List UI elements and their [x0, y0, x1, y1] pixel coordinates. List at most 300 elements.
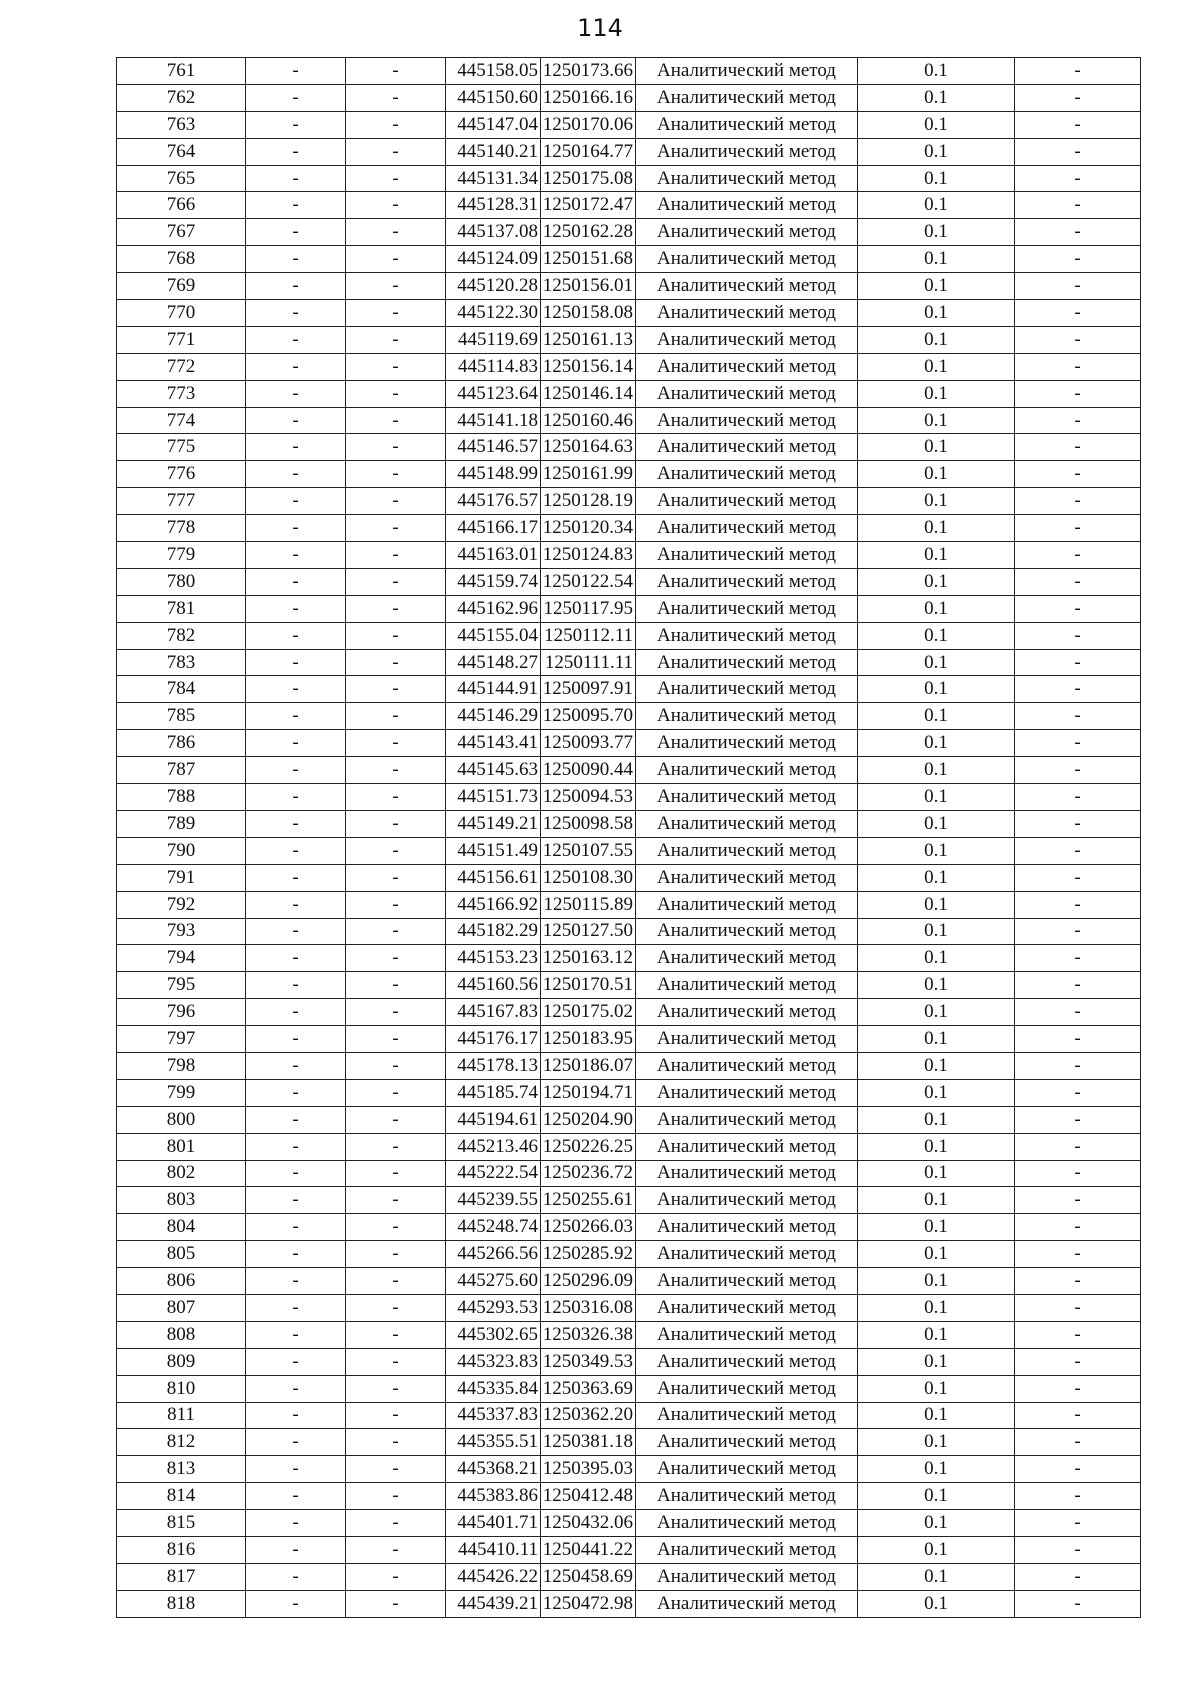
x-coordinate-cell: 445119.69	[446, 326, 541, 353]
x-coordinate-cell: 445368.21	[446, 1456, 541, 1483]
empty-cell: -	[246, 353, 346, 380]
table-row	[117, 784, 1141, 811]
x-coordinate-cell: 445248.74	[446, 1214, 541, 1241]
empty-cell: -	[1015, 58, 1141, 85]
x-coordinate-cell: 445128.31	[446, 192, 541, 219]
empty-cell: -	[246, 1052, 346, 1079]
y-coordinate-cell: 1250381.18	[541, 1429, 636, 1456]
y-coordinate-cell: 1250316.08	[541, 1294, 636, 1321]
empty-cell: -	[1015, 784, 1141, 811]
x-coordinate-cell: 445166.17	[446, 515, 541, 542]
table-row	[117, 461, 1141, 488]
method-cell: Аналитический метод	[636, 542, 858, 569]
point-number-cell: 804	[117, 1214, 246, 1241]
table-row	[117, 1510, 1141, 1537]
x-coordinate-cell: 445158.05	[446, 58, 541, 85]
point-number-cell: 801	[117, 1133, 246, 1160]
table-row	[117, 111, 1141, 138]
method-cell: Аналитический метод	[636, 1321, 858, 1348]
accuracy-cell: 0.1	[858, 918, 1015, 945]
method-cell: Аналитический метод	[636, 515, 858, 542]
x-coordinate-cell: 445131.34	[446, 165, 541, 192]
point-number-cell: 793	[117, 918, 246, 945]
table-row	[117, 649, 1141, 676]
method-cell: Аналитический метод	[636, 84, 858, 111]
table-row	[117, 918, 1141, 945]
accuracy-cell: 0.1	[858, 1483, 1015, 1510]
method-cell: Аналитический метод	[636, 326, 858, 353]
empty-cell: -	[1015, 703, 1141, 730]
table-row	[117, 891, 1141, 918]
empty-cell: -	[346, 1536, 446, 1563]
table-row	[117, 219, 1141, 246]
table-row	[117, 945, 1141, 972]
table-row	[117, 1268, 1141, 1295]
point-number-cell: 809	[117, 1348, 246, 1375]
method-cell: Аналитический метод	[636, 1563, 858, 1590]
x-coordinate-cell: 445293.53	[446, 1294, 541, 1321]
table-row	[117, 1348, 1141, 1375]
method-cell: Аналитический метод	[636, 730, 858, 757]
point-number-cell: 813	[117, 1456, 246, 1483]
x-coordinate-cell: 445323.83	[446, 1348, 541, 1375]
x-coordinate-cell: 445337.83	[446, 1402, 541, 1429]
empty-cell: -	[1015, 515, 1141, 542]
empty-cell: -	[346, 622, 446, 649]
point-number-cell: 773	[117, 380, 246, 407]
method-cell: Аналитический метод	[636, 434, 858, 461]
y-coordinate-cell: 1250266.03	[541, 1214, 636, 1241]
x-coordinate-cell: 445120.28	[446, 273, 541, 300]
x-coordinate-cell: 445148.99	[446, 461, 541, 488]
point-number-cell: 808	[117, 1321, 246, 1348]
y-coordinate-cell: 1250395.03	[541, 1456, 636, 1483]
empty-cell: -	[346, 488, 446, 515]
method-cell: Аналитический метод	[636, 945, 858, 972]
x-coordinate-cell: 445151.49	[446, 837, 541, 864]
empty-cell: -	[246, 622, 346, 649]
method-cell: Аналитический метод	[636, 1133, 858, 1160]
method-cell: Аналитический метод	[636, 1510, 858, 1537]
empty-cell: -	[246, 542, 346, 569]
method-cell: Аналитический метод	[636, 461, 858, 488]
empty-cell: -	[246, 273, 346, 300]
accuracy-cell: 0.1	[858, 1590, 1015, 1617]
y-coordinate-cell: 1250107.55	[541, 837, 636, 864]
table-row	[117, 326, 1141, 353]
y-coordinate-cell: 1250173.66	[541, 58, 636, 85]
method-cell: Аналитический метод	[636, 138, 858, 165]
method-cell: Аналитический метод	[636, 1483, 858, 1510]
accuracy-cell: 0.1	[858, 810, 1015, 837]
point-number-cell: 812	[117, 1429, 246, 1456]
y-coordinate-cell: 1250156.01	[541, 273, 636, 300]
x-coordinate-cell: 445176.17	[446, 1026, 541, 1053]
table-row	[117, 595, 1141, 622]
point-number-cell: 811	[117, 1402, 246, 1429]
empty-cell: -	[346, 703, 446, 730]
empty-cell: -	[246, 1321, 346, 1348]
table-row	[117, 84, 1141, 111]
method-cell: Аналитический метод	[636, 1214, 858, 1241]
x-coordinate-cell: 445383.86	[446, 1483, 541, 1510]
empty-cell: -	[1015, 1563, 1141, 1590]
accuracy-cell: 0.1	[858, 434, 1015, 461]
empty-cell: -	[346, 1294, 446, 1321]
empty-cell: -	[1015, 84, 1141, 111]
empty-cell: -	[1015, 1187, 1141, 1214]
accuracy-cell: 0.1	[858, 488, 1015, 515]
empty-cell: -	[1015, 730, 1141, 757]
empty-cell: -	[1015, 542, 1141, 569]
empty-cell: -	[246, 810, 346, 837]
method-cell: Аналитический метод	[636, 58, 858, 85]
accuracy-cell: 0.1	[858, 595, 1015, 622]
y-coordinate-cell: 1250124.83	[541, 542, 636, 569]
empty-cell: -	[246, 300, 346, 327]
method-cell: Аналитический метод	[636, 918, 858, 945]
accuracy-cell: 0.1	[858, 568, 1015, 595]
empty-cell: -	[346, 273, 446, 300]
empty-cell: -	[346, 407, 446, 434]
accuracy-cell: 0.1	[858, 111, 1015, 138]
y-coordinate-cell: 1250112.11	[541, 622, 636, 649]
point-number-cell: 772	[117, 353, 246, 380]
accuracy-cell: 0.1	[858, 165, 1015, 192]
empty-cell: -	[246, 676, 346, 703]
point-number-cell: 791	[117, 864, 246, 891]
empty-cell: -	[346, 784, 446, 811]
method-cell: Аналитический метод	[636, 488, 858, 515]
point-number-cell: 771	[117, 326, 246, 353]
empty-cell: -	[1015, 192, 1141, 219]
point-number-cell: 787	[117, 757, 246, 784]
accuracy-cell: 0.1	[858, 407, 1015, 434]
point-number-cell: 767	[117, 219, 246, 246]
empty-cell: -	[1015, 326, 1141, 353]
empty-cell: -	[1015, 676, 1141, 703]
empty-cell: -	[246, 461, 346, 488]
empty-cell: -	[246, 58, 346, 85]
y-coordinate-cell: 1250108.30	[541, 864, 636, 891]
empty-cell: -	[346, 649, 446, 676]
empty-cell: -	[246, 649, 346, 676]
method-cell: Аналитический метод	[636, 999, 858, 1026]
method-cell: Аналитический метод	[636, 703, 858, 730]
accuracy-cell: 0.1	[858, 999, 1015, 1026]
empty-cell: -	[346, 1026, 446, 1053]
point-number-cell: 766	[117, 192, 246, 219]
accuracy-cell: 0.1	[858, 273, 1015, 300]
empty-cell: -	[1015, 1483, 1141, 1510]
y-coordinate-cell: 1250412.48	[541, 1483, 636, 1510]
method-cell: Аналитический метод	[636, 246, 858, 273]
accuracy-cell: 0.1	[858, 891, 1015, 918]
empty-cell: -	[1015, 1348, 1141, 1375]
y-coordinate-cell: 1250120.34	[541, 515, 636, 542]
method-cell: Аналитический метод	[636, 1160, 858, 1187]
y-coordinate-cell: 1250090.44	[541, 757, 636, 784]
method-cell: Аналитический метод	[636, 837, 858, 864]
y-coordinate-cell: 1250226.25	[541, 1133, 636, 1160]
point-number-cell: 798	[117, 1052, 246, 1079]
method-cell: Аналитический метод	[636, 1402, 858, 1429]
empty-cell: -	[246, 757, 346, 784]
table-row	[117, 972, 1141, 999]
table-row	[117, 246, 1141, 273]
y-coordinate-cell: 1250472.98	[541, 1590, 636, 1617]
table-row	[117, 703, 1141, 730]
y-coordinate-cell: 1250362.20	[541, 1402, 636, 1429]
y-coordinate-cell: 1250151.68	[541, 246, 636, 273]
table-row	[117, 1187, 1141, 1214]
point-number-cell: 817	[117, 1563, 246, 1590]
empty-cell: -	[246, 1348, 346, 1375]
empty-cell: -	[1015, 864, 1141, 891]
empty-cell: -	[246, 111, 346, 138]
method-cell: Аналитический метод	[636, 784, 858, 811]
empty-cell: -	[246, 1590, 346, 1617]
table-row	[117, 676, 1141, 703]
empty-cell: -	[1015, 649, 1141, 676]
empty-cell: -	[346, 1052, 446, 1079]
empty-cell: -	[346, 1268, 446, 1295]
x-coordinate-cell: 445144.91	[446, 676, 541, 703]
empty-cell: -	[346, 434, 446, 461]
x-coordinate-cell: 445213.46	[446, 1133, 541, 1160]
method-cell: Аналитический метод	[636, 407, 858, 434]
x-coordinate-cell: 445426.22	[446, 1563, 541, 1590]
empty-cell: -	[1015, 1160, 1141, 1187]
empty-cell: -	[246, 138, 346, 165]
method-cell: Аналитический метод	[636, 380, 858, 407]
empty-cell: -	[246, 1456, 346, 1483]
empty-cell: -	[346, 1590, 446, 1617]
y-coordinate-cell: 1250236.72	[541, 1160, 636, 1187]
empty-cell: -	[1015, 595, 1141, 622]
empty-cell: -	[246, 1026, 346, 1053]
empty-cell: -	[346, 58, 446, 85]
empty-cell: -	[1015, 1536, 1141, 1563]
empty-cell: -	[246, 972, 346, 999]
empty-cell: -	[346, 353, 446, 380]
x-coordinate-cell: 445114.83	[446, 353, 541, 380]
empty-cell: -	[246, 1563, 346, 1590]
point-number-cell: 794	[117, 945, 246, 972]
accuracy-cell: 0.1	[858, 1106, 1015, 1133]
table-row	[117, 273, 1141, 300]
point-number-cell: 795	[117, 972, 246, 999]
empty-cell: -	[346, 300, 446, 327]
table-row	[117, 1429, 1141, 1456]
accuracy-cell: 0.1	[858, 730, 1015, 757]
empty-cell: -	[346, 972, 446, 999]
y-coordinate-cell: 1250095.70	[541, 703, 636, 730]
accuracy-cell: 0.1	[858, 1402, 1015, 1429]
empty-cell: -	[246, 837, 346, 864]
empty-cell: -	[1015, 380, 1141, 407]
method-cell: Аналитический метод	[636, 972, 858, 999]
method-cell: Аналитический метод	[636, 891, 858, 918]
x-coordinate-cell: 445146.57	[446, 434, 541, 461]
empty-cell: -	[346, 837, 446, 864]
accuracy-cell: 0.1	[858, 515, 1015, 542]
empty-cell: -	[346, 1402, 446, 1429]
y-coordinate-cell: 1250122.54	[541, 568, 636, 595]
empty-cell: -	[346, 515, 446, 542]
method-cell: Аналитический метод	[636, 1079, 858, 1106]
empty-cell: -	[346, 1214, 446, 1241]
empty-cell: -	[246, 1079, 346, 1106]
empty-cell: -	[246, 434, 346, 461]
table-row	[117, 192, 1141, 219]
table-row	[117, 1241, 1141, 1268]
x-coordinate-cell: 445150.60	[446, 84, 541, 111]
empty-cell: -	[246, 730, 346, 757]
coordinates-table	[116, 57, 1141, 1618]
empty-cell: -	[1015, 568, 1141, 595]
accuracy-cell: 0.1	[858, 649, 1015, 676]
empty-cell: -	[346, 757, 446, 784]
accuracy-cell: 0.1	[858, 138, 1015, 165]
method-cell: Аналитический метод	[636, 595, 858, 622]
empty-cell: -	[246, 1241, 346, 1268]
y-coordinate-cell: 1250127.50	[541, 918, 636, 945]
method-cell: Аналитический метод	[636, 111, 858, 138]
empty-cell: -	[1015, 1052, 1141, 1079]
accuracy-cell: 0.1	[858, 945, 1015, 972]
x-coordinate-cell: 445124.09	[446, 246, 541, 273]
x-coordinate-cell: 445123.64	[446, 380, 541, 407]
table-row	[117, 999, 1141, 1026]
empty-cell: -	[1015, 1294, 1141, 1321]
empty-cell: -	[1015, 138, 1141, 165]
y-coordinate-cell: 1250363.69	[541, 1375, 636, 1402]
empty-cell: -	[246, 326, 346, 353]
empty-cell: -	[246, 945, 346, 972]
x-coordinate-cell: 445335.84	[446, 1375, 541, 1402]
accuracy-cell: 0.1	[858, 757, 1015, 784]
empty-cell: -	[246, 891, 346, 918]
empty-cell: -	[246, 407, 346, 434]
accuracy-cell: 0.1	[858, 1348, 1015, 1375]
empty-cell: -	[246, 1375, 346, 1402]
table-row	[117, 138, 1141, 165]
x-coordinate-cell: 445163.01	[446, 542, 541, 569]
empty-cell: -	[346, 1241, 446, 1268]
accuracy-cell: 0.1	[858, 1160, 1015, 1187]
point-number-cell: 776	[117, 461, 246, 488]
x-coordinate-cell: 445153.23	[446, 945, 541, 972]
empty-cell: -	[246, 1429, 346, 1456]
empty-cell: -	[1015, 1375, 1141, 1402]
point-number-cell: 803	[117, 1187, 246, 1214]
accuracy-cell: 0.1	[858, 1026, 1015, 1053]
accuracy-cell: 0.1	[858, 972, 1015, 999]
x-coordinate-cell: 445355.51	[446, 1429, 541, 1456]
x-coordinate-cell: 445178.13	[446, 1052, 541, 1079]
x-coordinate-cell: 445167.83	[446, 999, 541, 1026]
point-number-cell: 781	[117, 595, 246, 622]
x-coordinate-cell: 445149.21	[446, 810, 541, 837]
empty-cell: -	[246, 784, 346, 811]
point-number-cell: 800	[117, 1106, 246, 1133]
y-coordinate-cell: 1250194.71	[541, 1079, 636, 1106]
empty-cell: -	[1015, 810, 1141, 837]
method-cell: Аналитический метод	[636, 1106, 858, 1133]
empty-cell: -	[1015, 1026, 1141, 1053]
empty-cell: -	[346, 1160, 446, 1187]
y-coordinate-cell: 1250097.91	[541, 676, 636, 703]
point-number-cell: 814	[117, 1483, 246, 1510]
table-row	[117, 837, 1141, 864]
y-coordinate-cell: 1250170.51	[541, 972, 636, 999]
table-row	[117, 730, 1141, 757]
point-number-cell: 816	[117, 1536, 246, 1563]
empty-cell: -	[346, 138, 446, 165]
accuracy-cell: 0.1	[858, 703, 1015, 730]
method-cell: Аналитический метод	[636, 1294, 858, 1321]
table-row	[117, 542, 1141, 569]
empty-cell: -	[246, 918, 346, 945]
table-row	[117, 58, 1141, 85]
table-row	[117, 1483, 1141, 1510]
table-row	[117, 407, 1141, 434]
accuracy-cell: 0.1	[858, 380, 1015, 407]
y-coordinate-cell: 1250115.89	[541, 891, 636, 918]
method-cell: Аналитический метод	[636, 1348, 858, 1375]
empty-cell: -	[246, 1510, 346, 1537]
empty-cell: -	[1015, 999, 1141, 1026]
point-number-cell: 797	[117, 1026, 246, 1053]
point-number-cell: 763	[117, 111, 246, 138]
empty-cell: -	[246, 1536, 346, 1563]
empty-cell: -	[1015, 1133, 1141, 1160]
empty-cell: -	[346, 1429, 446, 1456]
empty-cell: -	[1015, 434, 1141, 461]
method-cell: Аналитический метод	[636, 1026, 858, 1053]
empty-cell: -	[346, 730, 446, 757]
table-row	[117, 488, 1141, 515]
accuracy-cell: 0.1	[858, 542, 1015, 569]
empty-cell: -	[1015, 1321, 1141, 1348]
table-row	[117, 1563, 1141, 1590]
table-row	[117, 353, 1141, 380]
empty-cell: -	[1015, 407, 1141, 434]
empty-cell: -	[246, 1402, 346, 1429]
x-coordinate-cell: 445239.55	[446, 1187, 541, 1214]
y-coordinate-cell: 1250183.95	[541, 1026, 636, 1053]
empty-cell: -	[246, 1187, 346, 1214]
y-coordinate-cell: 1250170.06	[541, 111, 636, 138]
point-number-cell: 786	[117, 730, 246, 757]
point-number-cell: 815	[117, 1510, 246, 1537]
method-cell: Аналитический метод	[636, 1052, 858, 1079]
empty-cell: -	[346, 999, 446, 1026]
empty-cell: -	[346, 192, 446, 219]
point-number-cell: 777	[117, 488, 246, 515]
method-cell: Аналитический метод	[636, 1429, 858, 1456]
table-row	[117, 300, 1141, 327]
empty-cell: -	[346, 1456, 446, 1483]
accuracy-cell: 0.1	[858, 246, 1015, 273]
empty-cell: -	[346, 1133, 446, 1160]
empty-cell: -	[1015, 353, 1141, 380]
table-row	[117, 1079, 1141, 1106]
point-number-cell: 769	[117, 273, 246, 300]
x-coordinate-cell: 445145.63	[446, 757, 541, 784]
y-coordinate-cell: 1250164.77	[541, 138, 636, 165]
